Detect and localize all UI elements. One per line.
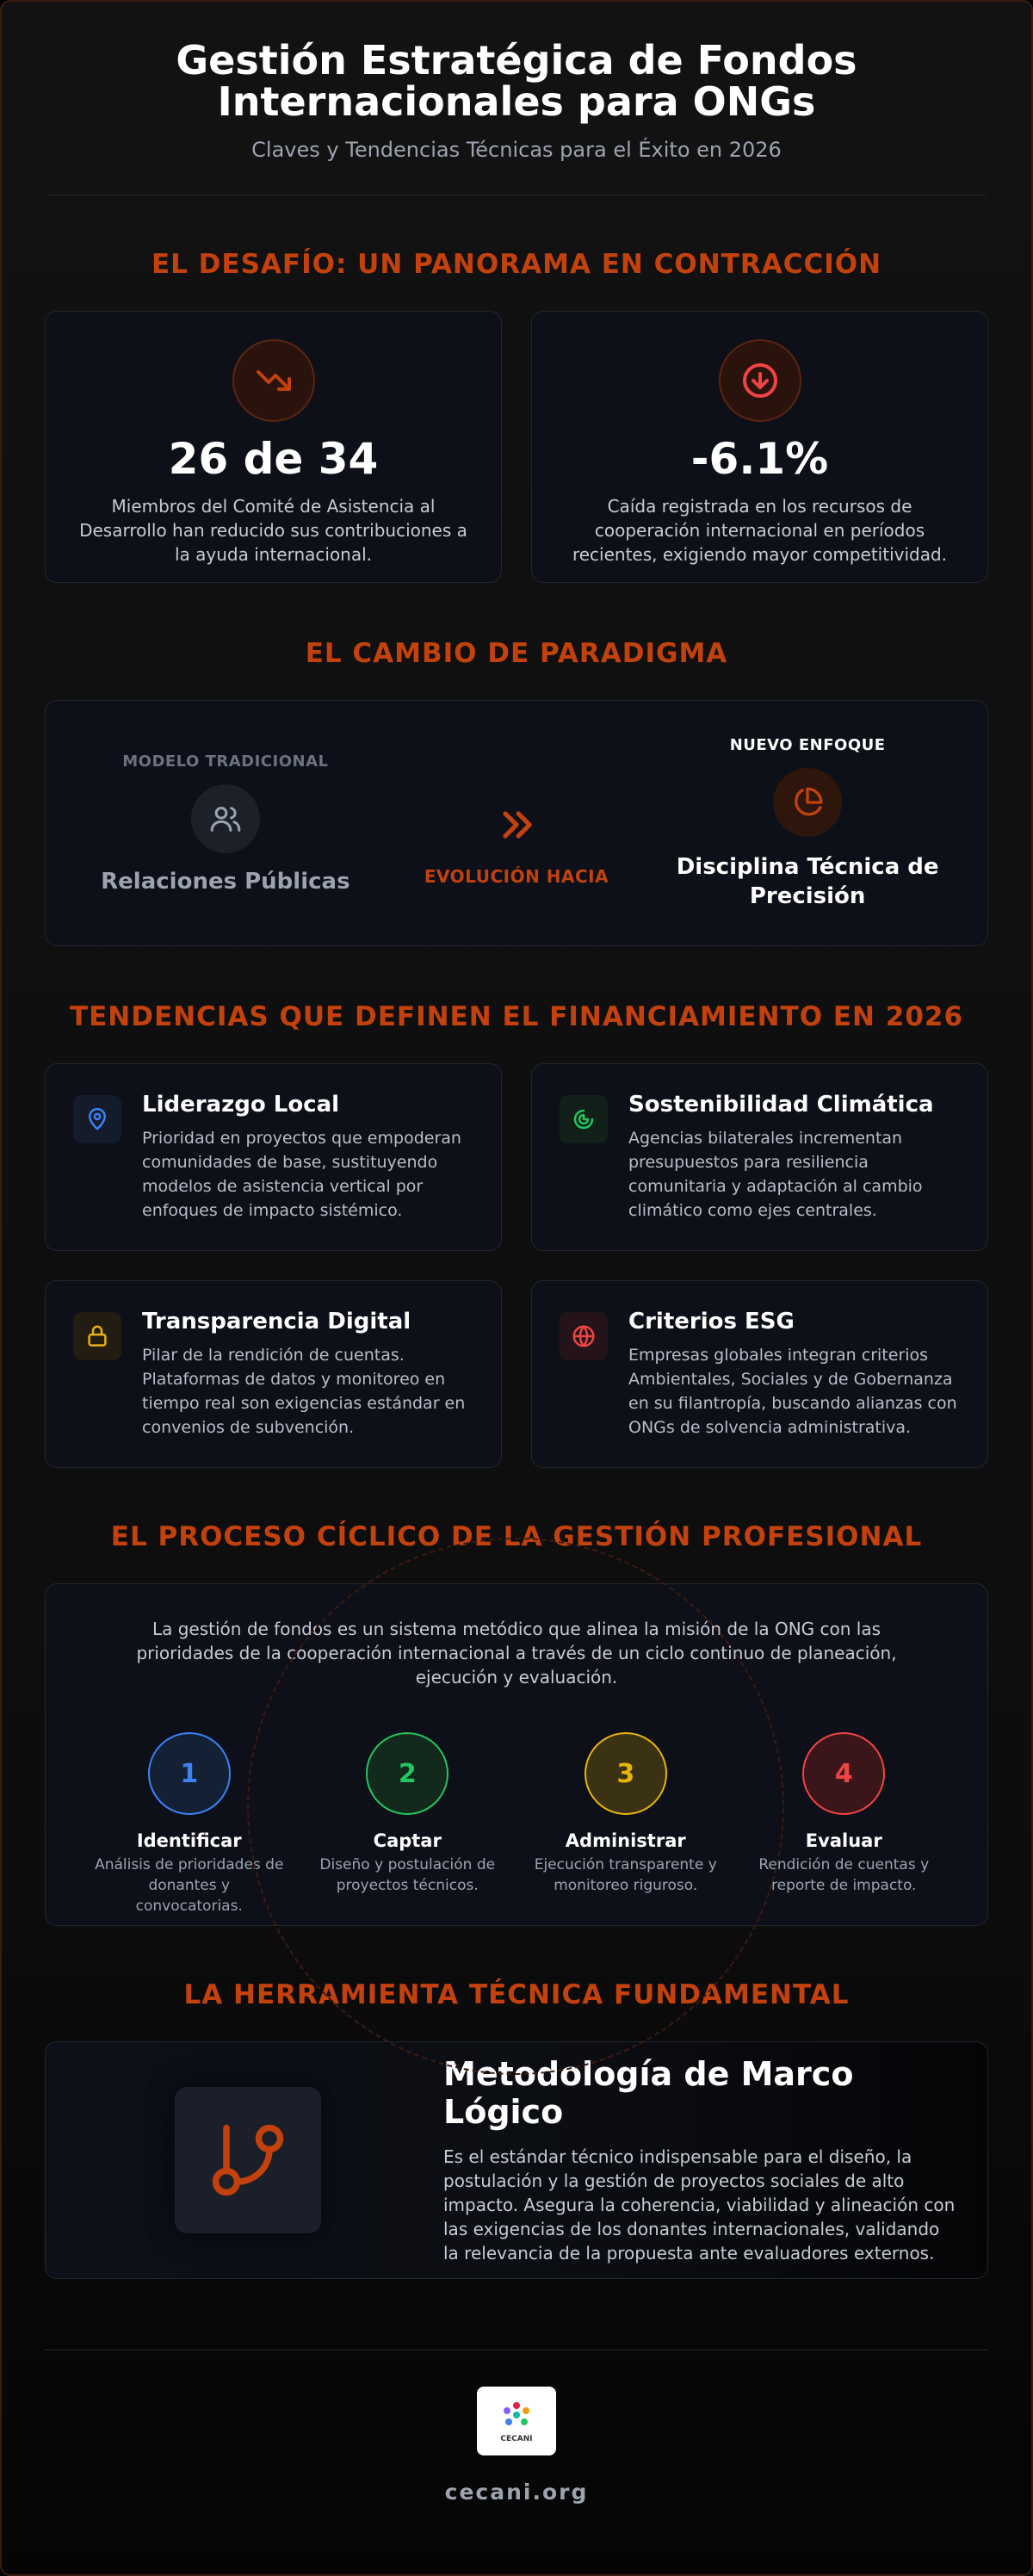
step-manage [531,1732,721,1917]
stat-description: Caída registrada en los recursos de cooperación internacional en períodos recientes, exigiendo mayor competitividad. [572,496,948,565]
website-link[interactable]: cecani.org [444,2480,589,2505]
step-description: Análisis de prioridades de donantes y convocatorias. [95,1856,284,1915]
title-line-2: Internacionales para ONGs [217,78,816,125]
traditional-model [46,752,405,895]
stat-description: Miembros del Comité de Asistencia al Desarrollo han reducido sus contribuciones a la ayuda internacional. [79,496,467,565]
step-evaluate [749,1732,938,1917]
trend-description: Empresas globales integran criterios Ambientales, Sociales y de Gobernanza en su filantropía, buscando alianzas con ONGs de solvencia administrativa. [628,1346,957,1437]
trend-title: Criterios ESG [628,1309,795,1334]
tool-section-title: LA HERRAMIENTA TÉCNICA FUNDAMENTAL [183,1979,850,2010]
trend-description: Pilar de la rendición de cuentas. Plataformas de datos y monitoreo en tiempo real son exigencias estándar en convenios de subvención. [142,1346,466,1437]
step-title: Administrar [565,1830,686,1851]
trend-card-esg [531,1280,988,1468]
header [2,2,1031,162]
step-number: 1 [148,1732,231,1815]
cycle-intro: La gestión de fondos es un sistema metódico que alinea la misión de la ONG con las prioridades de la cooperación internacional a través de un ciclo continuo de planeación, ejecución y evaluación. [136,1619,897,1687]
logo-text: CECANI [500,2435,533,2443]
pie-chart-icon [773,768,842,837]
new-approach-label: NUEVO ENFOQUE [729,735,886,754]
step-identify [95,1732,284,1917]
cycle-card [45,1583,988,1926]
step-description: Rendición de cuentas y reporte de impacto. [758,1856,930,1894]
evolution-arrow [405,759,628,887]
tool-description: Es el estándar técnico indispensable para el diseño, la postulación y la gestión de proyectos sociales de alto impacto. Asegura la coherencia, viabilidad y alineación con las exigencias de los donantes internacionales, validando la relevancia de la propuesta ante evaluadores externos. [443,2146,956,2263]
trend-description: Agencias bilaterales incrementan presupuestos para resiliencia comunitaria y adaptación al cambio climático como ejes centrales. [628,1129,923,1220]
step-title: Identificar [136,1830,242,1851]
trend-title: Sostenibilidad Climática [628,1092,934,1118]
leaf-icon [560,1095,608,1143]
chevrons-right-icon [405,802,628,851]
trend-card-climate [531,1063,988,1251]
tool-card [45,2041,988,2279]
trends-section-title: TENDENCIAS QUE DEFINEN EL FINANCIAMIENTO EN 2026 [69,1001,964,1032]
git-branch-icon [175,2087,321,2233]
trends-grid [45,1063,988,1468]
users-icon [191,784,260,853]
page-subtitle: Claves y Tendencias Técnicas para el Éxito en 2026 [251,138,782,162]
trend-title: Transparencia Digital [142,1309,411,1334]
globe-icon [560,1312,608,1360]
stat-card-contributions [45,311,502,583]
page-title [146,37,887,125]
trend-card-local-leadership [45,1063,502,1251]
trend-title: Liderazgo Local [142,1092,340,1118]
step-number: 4 [802,1732,885,1815]
stat-value: -6.1% [690,434,829,484]
new-approach [628,736,987,911]
step-number: 3 [585,1732,667,1815]
traditional-model-text: Relaciones Públicas [101,868,350,895]
trend-description: Prioridad en proyectos que empoderan comunidades de base, sustituyendo modelos de asistencia vertical por enfoques de impacto sistémico. [142,1129,461,1220]
step-description: Ejecución transparente y monitoreo riguroso. [534,1856,717,1894]
paradigm-section-title: EL CAMBIO DE PARADIGMA [305,638,728,669]
evolution-label: EVOLUCIÓN HACIA [424,866,609,887]
cycle-section-title: EL PROCESO CÍCLICO DE LA GESTIÓN PROFESIONAL [110,1521,923,1552]
footer [2,2387,1031,2505]
stat-card-decline [531,311,988,583]
challenge-stats [45,311,988,583]
challenge-section-title: EL DESAFÍO: UN PANORAMA EN CONTRACCIÓN [151,249,882,280]
tool-title: Metodología de Marco Lógico [443,2055,854,2131]
new-approach-text: Disciplina Técnica de Precisión [676,853,939,909]
title-line-1: Gestión Estratégica de Fondos [176,37,857,84]
trend-card-digital-transparency [45,1280,502,1468]
trending-down-icon [232,339,315,422]
logo-icon [498,2399,535,2433]
lock-icon [73,1312,121,1360]
step-title: Evaluar [805,1830,882,1851]
paradigm-card [45,700,988,946]
cecani-logo[interactable] [477,2387,556,2455]
arrow-down-circle-icon [719,339,801,422]
step-description: Diseño y postulación de proyectos técnicos. [319,1856,496,1894]
traditional-model-label: MODELO TRADICIONAL [122,752,329,771]
step-number: 2 [366,1732,448,1815]
map-pin-icon [73,1095,121,1143]
cycle-steps [46,1732,987,1917]
step-capture [312,1732,502,1917]
step-title: Captar [373,1830,442,1851]
stat-value: 26 de 34 [168,434,379,484]
